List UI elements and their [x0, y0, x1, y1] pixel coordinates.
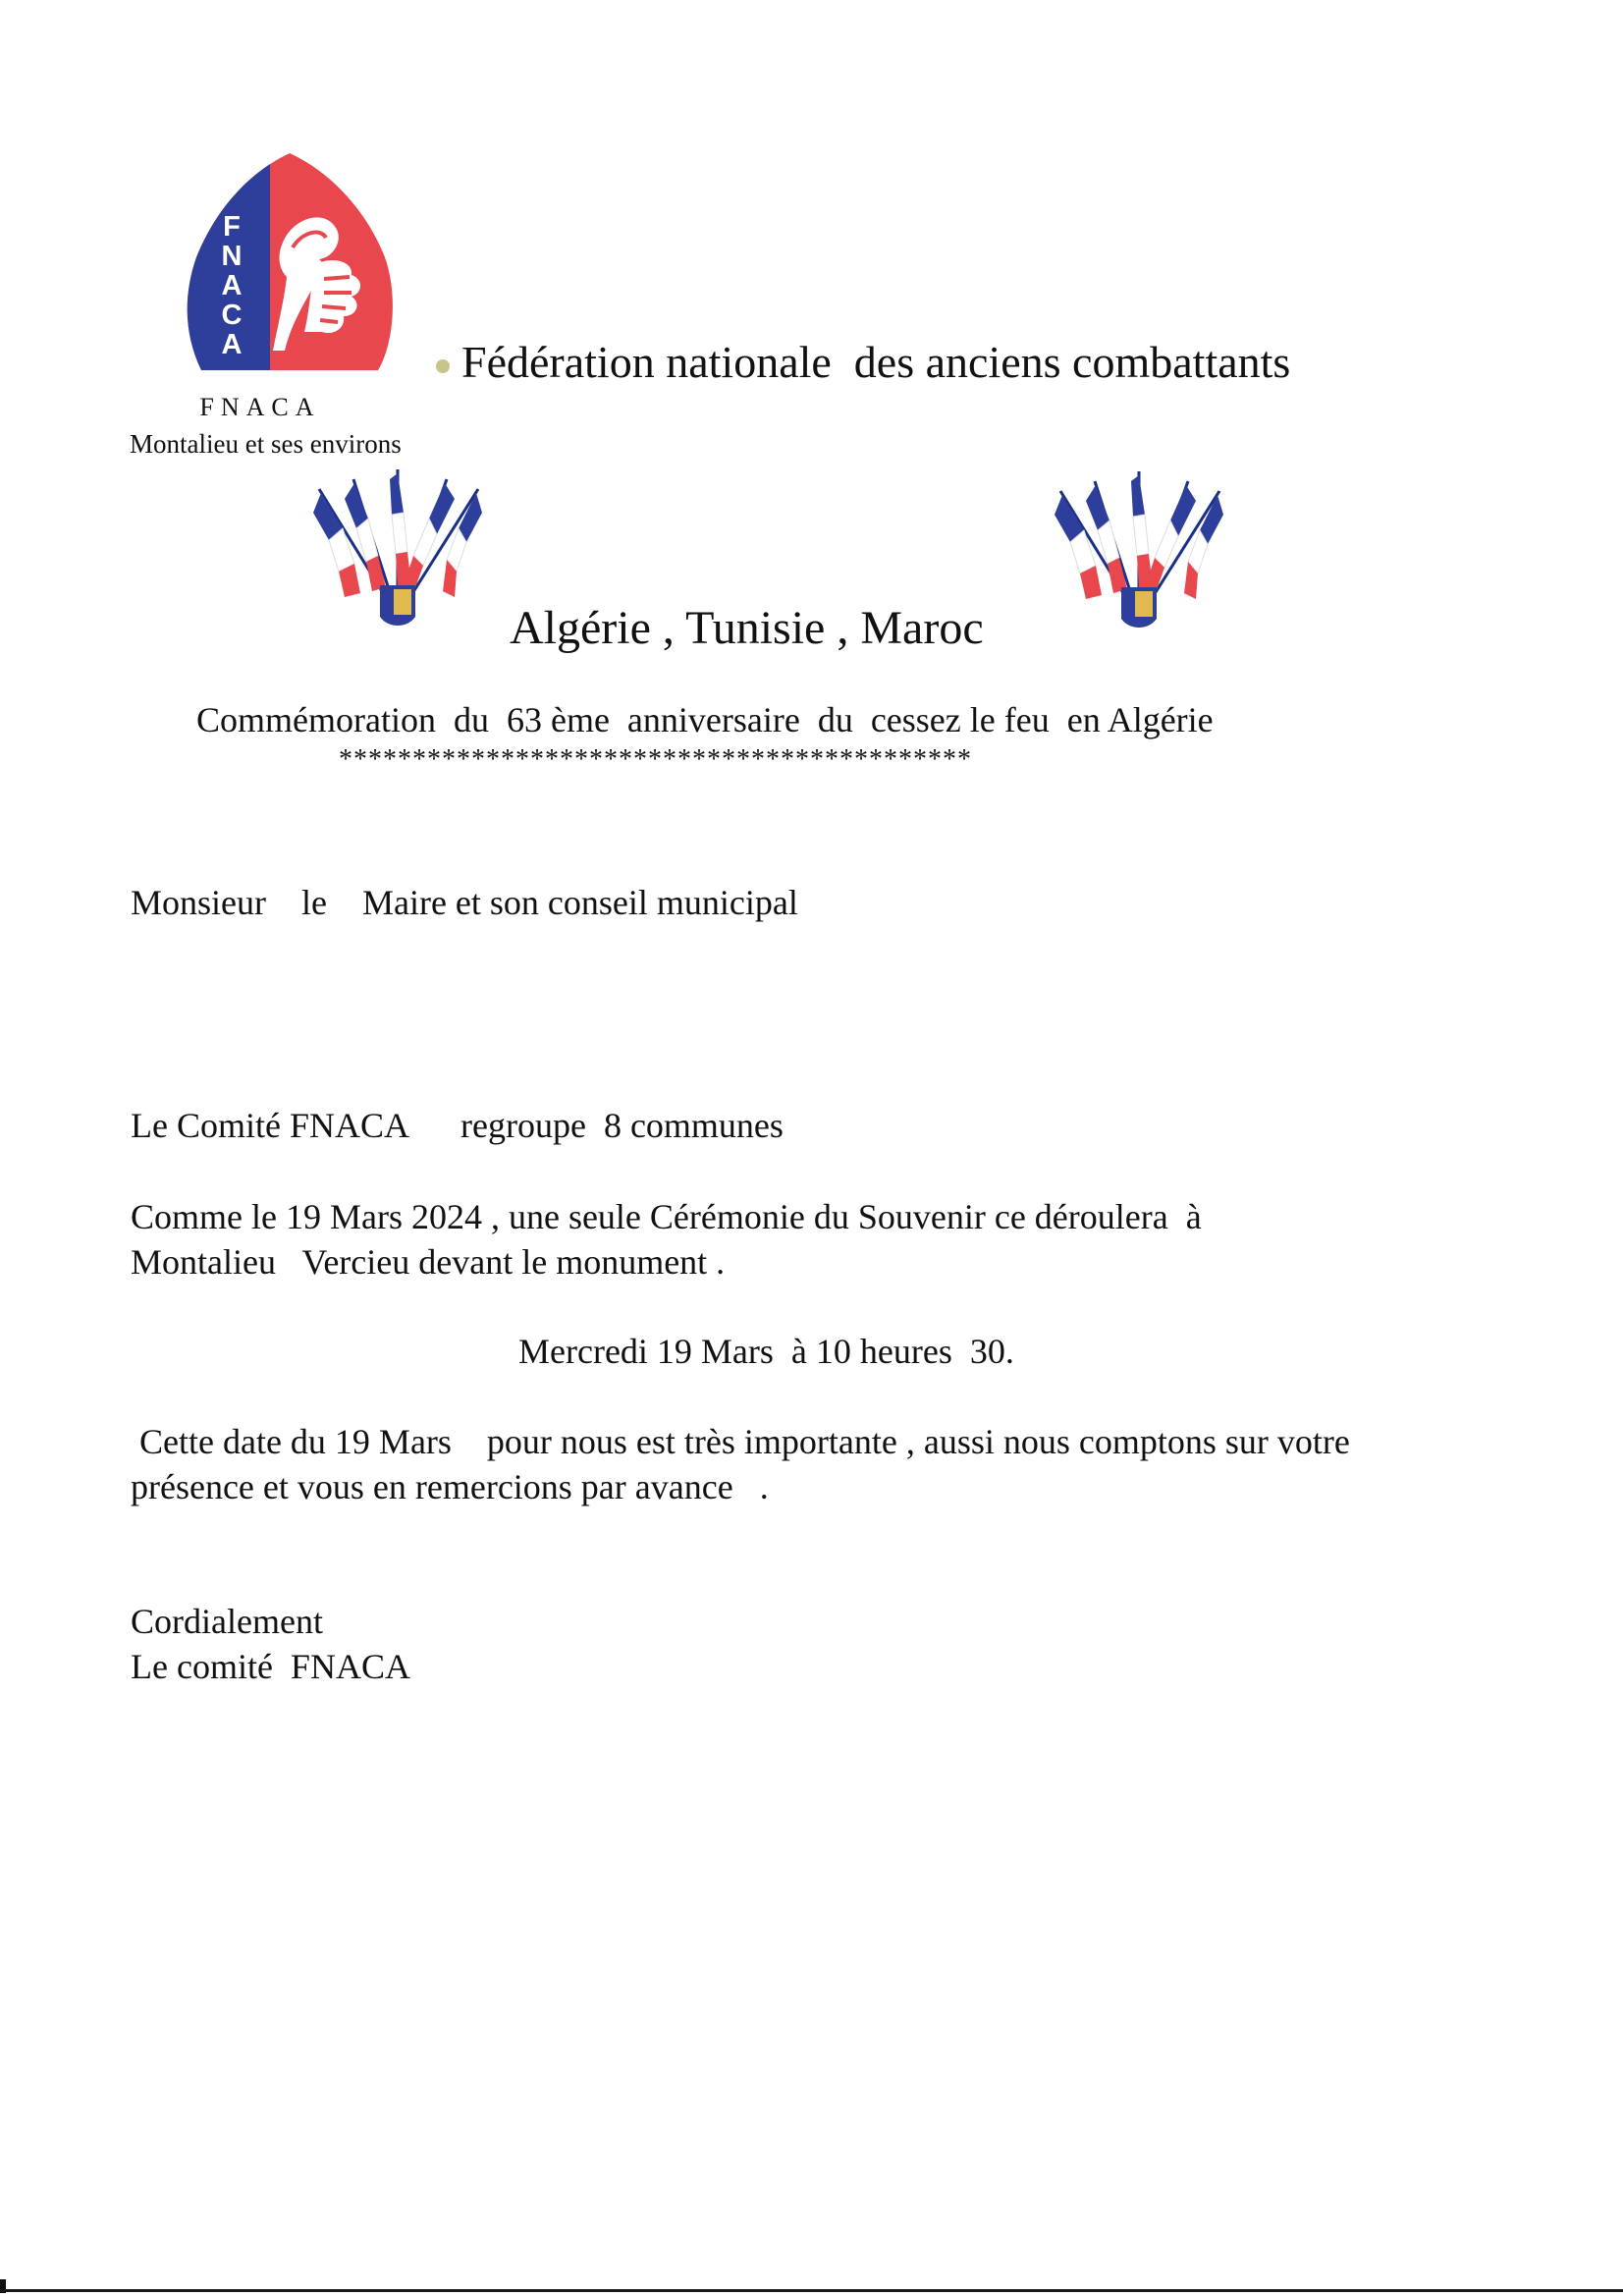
- logo-letters: [222, 211, 243, 360]
- scan-bottom-edge: [0, 2289, 1623, 2292]
- stars-separator: *******************************************: [339, 744, 972, 775]
- logo-letter: A: [221, 270, 243, 301]
- commemoration-line: Commémoration du 63 ème anniversaire du cessez le feu en Algérie: [196, 700, 1214, 739]
- logo-letter: C: [221, 300, 243, 331]
- org-short-name: FNACA: [199, 393, 321, 421]
- importance-line-1: Cette date du 19 Mars pour nous est très importante , aussi nous comptons sur votre: [139, 1422, 1350, 1461]
- ceremony-line-1: Comme le 19 Mars 2024 , une seule Cérémonie du Souvenir ce déroulera à: [131, 1197, 1202, 1236]
- closing-line: Cordialement: [131, 1602, 323, 1641]
- bullet-dot: [436, 359, 450, 373]
- logo-letter: A: [221, 329, 243, 360]
- federation-heading: Fédération nationale des anciens combattants: [461, 337, 1291, 387]
- countries-heading: Algérie , Tunisie , Maroc: [510, 602, 984, 654]
- importance-line-2: présence et vous en remercions par avance .: [131, 1467, 769, 1506]
- addressee-line: Monsieur le Maire et son conseil municipal: [131, 883, 798, 922]
- comite-line: Le Comité FNACA regroupe 8 communes: [131, 1106, 784, 1145]
- french-flags-icon: [309, 469, 486, 636]
- fnaca-logo: [177, 149, 403, 377]
- french-flags-icon: [1051, 471, 1227, 638]
- ceremony-date: Mercredi 19 Mars à 10 heures 30.: [518, 1332, 1014, 1371]
- signature-line: Le comité FNACA: [131, 1647, 410, 1686]
- logo-letter: N: [221, 241, 243, 272]
- org-location: Montalieu et ses environs: [130, 429, 402, 459]
- logo-letter: F: [223, 211, 241, 243]
- ceremony-line-2: Montalieu Vercieu devant le monument .: [131, 1242, 726, 1282]
